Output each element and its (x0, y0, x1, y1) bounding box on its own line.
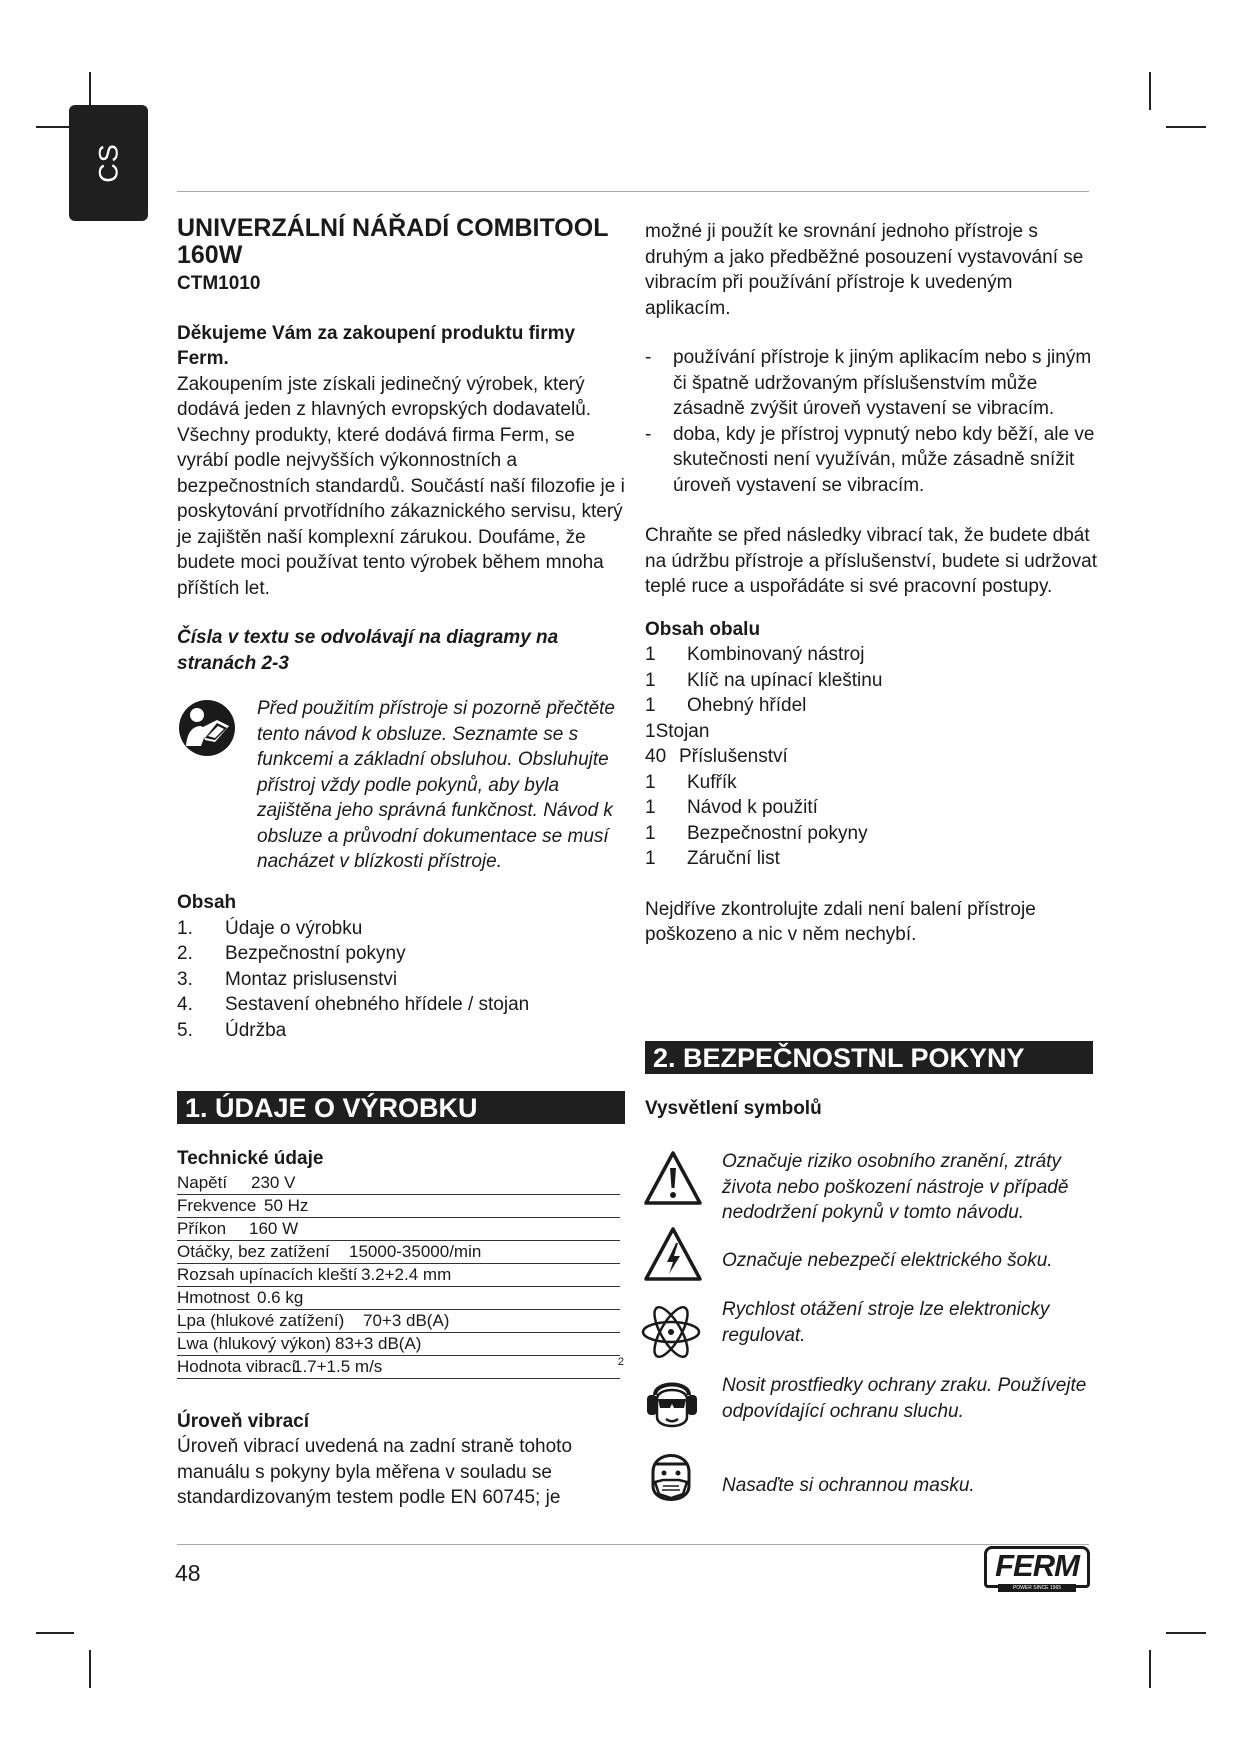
vibration-text: Úroveň vibrací uvedená na zadní straně tohoto manuálu s pokyny byla měřena v souladu se standardizovaným testem podle EN 60745; je (177, 1436, 573, 1508)
dust-mask-icon (643, 1446, 699, 1508)
tech-table (177, 1172, 624, 1379)
crop-mark (36, 1632, 74, 1634)
vibration-heading: Úroveň vibrací (177, 1410, 309, 1432)
page-number: 48 (175, 1560, 201, 1586)
tech-row: Hodnota vibrací1.7+1.5 m/s 2 (177, 1356, 620, 1379)
package-item: 1 Návod k použití (645, 797, 818, 818)
package-item: 1 Ohebný hřídel (645, 695, 807, 716)
symbol-text: Rychlost otážení stroje lze elektronicky regulovat. (722, 1299, 1050, 1346)
package-item: 1 Kombinovaný nástroj (645, 644, 865, 665)
contents-item: 5. Údržba (177, 1019, 287, 1041)
tech-data-block (177, 1146, 624, 1511)
ferm-logo (984, 1546, 1088, 1592)
package-item: 1 Klíč na upínací kleštinu (645, 669, 883, 691)
diagram-reference: Čísla v textu se odvolávají na diagramy na stranách 2-3 (177, 627, 559, 674)
symbols-heading: Vysvětlení symbolů (645, 1098, 822, 1119)
warning-triangle-icon (643, 1150, 703, 1206)
contents-item: 2. Bezpečnostní pokyny (177, 943, 406, 964)
tech-row: Otáčky, bez zatížení 15000-35000/min (177, 1241, 620, 1264)
crop-mark (89, 1650, 91, 1688)
language-tab (69, 105, 148, 221)
tech-row: Rozsah upínacích kleští 3.2+2.4 mm (177, 1264, 620, 1287)
section-2-header: 2. BEZPEČNOSTNL POKYNY (645, 1041, 1093, 1074)
contents-item: 3. Montaz prislusenstvi (177, 968, 398, 990)
vibration-text-continued: možné ji použít ke srovnání jednoho přístroje s druhým a jako předběžné posouzení vystavování se vibracím při používání přístroje k uvedeným aplikacím. (645, 221, 1084, 319)
manual-note-text: Před použitím přístroje si pozorně přečtěte tento návod k obsluze. Seznamte se s funkcemi a základní obsluhou. Obsluhujte přístroj vždy podle pokynů, aby byla zajištěna jeho správná funkčnost. Návod k obsluze a průvodní dokumentace se musí nacházet v blízkosti přístroje. (257, 698, 616, 872)
tech-row: Hmotnost 0.6 kg (177, 1287, 620, 1310)
package-list (645, 642, 1100, 872)
contents-item: 1. Údaje o výrobku (177, 917, 363, 939)
crop-mark (1166, 1632, 1206, 1634)
package-item: 1Stojan (645, 720, 710, 742)
logo-tagline: POWER SINCE 1965 (998, 1584, 1076, 1592)
package-heading: Obsah obalu (645, 618, 761, 640)
model-number: CTM1010 (177, 273, 261, 294)
tech-heading: Technické údaje (177, 1148, 324, 1169)
right-column (645, 219, 1100, 948)
superscript: 2 (617, 1355, 624, 1368)
protect-text: Chraňte se před následky vibrací tak, že budete dbát na údržbu přístroje a příslušenství, budete si udržovat teplé ruce a uspořádáte si své pracovní postupy. (645, 525, 1098, 597)
symbol-text: Nasaďte si ochrannou masku. (722, 1475, 975, 1496)
package-item: 40 Příslušenství (645, 746, 788, 767)
electric-shock-icon (643, 1226, 703, 1282)
tech-row: Příkon 160 W (177, 1218, 620, 1241)
intro-text: Zakoupením jste získali jedinečný výrobek, který dodává jeden z hlavných evropských dodavatelů. Všechny produkty, které dodává firma Ferm, se vyrábí podle nejvyšších výkonnostních a bezpečnostních standardů. Součástí naší filozofie je i poskytování prvotřídního zákaznického servisu, který je zajištěn naší komplexní zárukou. Doufáme, že budete moci používat tento výrobek během mnoha příštích let. (177, 373, 625, 599)
package-item: 1 Kufřík (645, 771, 737, 793)
symbol-text: Nosit prostfiedky ochrany zraku. Používejte odpovídající ochranu sluchu. (722, 1375, 1087, 1422)
header-rule (177, 191, 1089, 192)
language-code: CS (93, 143, 123, 183)
package-item: 1 Bezpečnostní pokyny (645, 822, 868, 844)
product-title: UNIVERZÁLNÍ NÁŘADÍ COMBITOOL 160W (177, 214, 609, 269)
package-item: 1 Záruční list (645, 848, 780, 869)
logo-text: FERM (995, 1548, 1079, 1583)
check-text: Nejdříve zkontrolujte zdali není balení přístroje poškozeno a nic v něm nechybí. (645, 898, 1036, 945)
symbol-text: Označuje nebezpečí elektrického šoku. (722, 1250, 1053, 1271)
dash-list (645, 345, 1100, 498)
contents-item: 4. Sestavení ohebného hřídele / stojan (177, 994, 530, 1015)
contents-heading: Obsah (177, 892, 237, 913)
crop-mark (1149, 1650, 1151, 1688)
eye-ear-protection-icon (641, 1373, 703, 1435)
tech-row: Lwa (hlukový výkon) 83+3 dB(A) (177, 1333, 620, 1356)
tech-row: Frekvence 50 Hz (177, 1195, 620, 1218)
tech-row: Napětí 230 V (177, 1172, 620, 1195)
section-1-header: 1. ÚDAJE O VÝROBKU (177, 1091, 625, 1124)
atom-speed-icon (640, 1303, 702, 1361)
left-column (177, 215, 627, 1043)
tech-row: Lpa (hlukové zatížení) 70+3 dB(A) (177, 1310, 620, 1333)
read-manual-icon (177, 698, 237, 758)
manual-note-block (177, 696, 627, 884)
thanks-heading: Děkujeme Vám za zakoupení produktu firmy Ferm. (177, 322, 576, 369)
symbol-text: Označuje riziko osobního zranění, ztráty života nebo poškození nástroje v případě nedodržení pokynů v tomto návodu. (722, 1151, 1069, 1223)
crop-mark (1166, 126, 1206, 128)
contents-list (177, 916, 627, 1044)
dash-item: - doba, kdy je přístroj vypnutý nebo kdy běží, ale ve skutečnosti není využíván, může zásadně snížit úroveň vystavení se vibracím. (645, 423, 1095, 496)
dash-item: - používání přístroje k jiným aplikacím nebo s jiným či špatně udržovaným příslušenstvím může zásadně zvýšit úroveň vystavení se vibracím. (645, 347, 1092, 419)
crop-mark (1149, 72, 1151, 110)
footer-rule (177, 1544, 1089, 1545)
